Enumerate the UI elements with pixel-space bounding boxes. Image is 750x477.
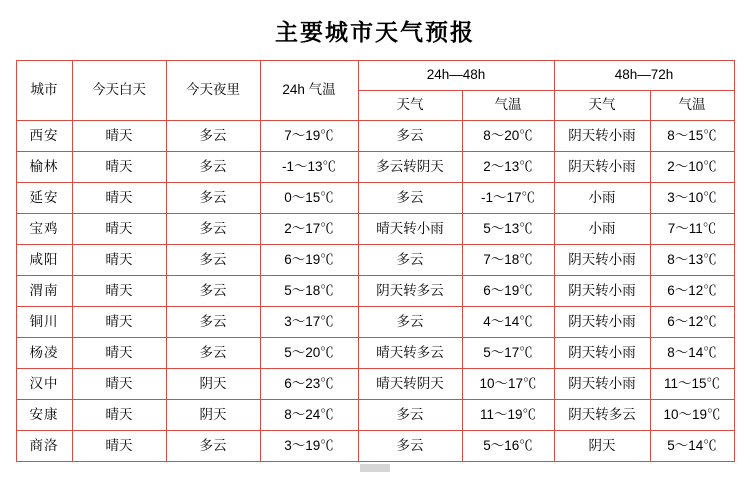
- cell-weather-72: 小雨: [554, 183, 650, 214]
- cell-weather-48: 多云转阴天: [358, 152, 462, 183]
- header-today-day: 今天白天: [72, 61, 166, 121]
- cell-temp-72: 8～15℃: [650, 121, 734, 152]
- cell-city: 铜川: [16, 307, 72, 338]
- cell-city: 汉中: [16, 369, 72, 400]
- cell-weather-48: 晴天转多云: [358, 338, 462, 369]
- cell-temp-24h: 6～23℃: [260, 369, 358, 400]
- cell-weather-48: 多云: [358, 183, 462, 214]
- cell-temp-48: 11～19℃: [462, 400, 554, 431]
- cell-today-day: 晴天: [72, 338, 166, 369]
- cell-city: 安康: [16, 400, 72, 431]
- cell-weather-72: 阴天转小雨: [554, 276, 650, 307]
- cell-temp-72: 7～11℃: [650, 214, 734, 245]
- header-today-night: 今天夜里: [166, 61, 260, 121]
- cell-weather-72: 阴天转小雨: [554, 121, 650, 152]
- cell-weather-48: 多云: [358, 245, 462, 276]
- cell-today-night: 多云: [166, 121, 260, 152]
- cell-today-day: 晴天: [72, 431, 166, 462]
- cell-temp-48: 7～18℃: [462, 245, 554, 276]
- cell-temp-72: 5～14℃: [650, 431, 734, 462]
- table-body: [16, 121, 734, 462]
- cell-weather-72: 阴天转多云: [554, 400, 650, 431]
- table-row: [16, 152, 734, 183]
- cell-temp-24h: 7～19℃: [260, 121, 358, 152]
- table-row: [16, 276, 734, 307]
- cell-weather-72: 阴天转小雨: [554, 245, 650, 276]
- table-row: [16, 214, 734, 245]
- cell-today-night: 多云: [166, 214, 260, 245]
- cell-weather-48: 晴天转小雨: [358, 214, 462, 245]
- cell-city: 咸阳: [16, 245, 72, 276]
- page-title: 主要城市天气预报: [275, 19, 475, 45]
- cell-temp-48: -1～17℃: [462, 183, 554, 214]
- cell-today-day: 晴天: [72, 183, 166, 214]
- cell-today-night: 阴天: [166, 400, 260, 431]
- cell-today-night: 多云: [166, 338, 260, 369]
- cell-weather-48: 晴天转阴天: [358, 369, 462, 400]
- cell-temp-48: 4～14℃: [462, 307, 554, 338]
- cell-weather-48: 多云: [358, 307, 462, 338]
- table-row: [16, 183, 734, 214]
- cell-temp-24h: 6～19℃: [260, 245, 358, 276]
- cell-temp-48: 6～19℃: [462, 276, 554, 307]
- cell-temp-72: 10～19℃: [650, 400, 734, 431]
- header-group-24-48: 24h—48h: [358, 61, 554, 91]
- table-row: [16, 245, 734, 276]
- cell-temp-72: 11～15℃: [650, 369, 734, 400]
- table-row: [16, 369, 734, 400]
- cell-today-day: 晴天: [72, 152, 166, 183]
- cell-today-day: 晴天: [72, 276, 166, 307]
- cell-city: 商洛: [16, 431, 72, 462]
- cell-weather-72: 阴天转小雨: [554, 307, 650, 338]
- cell-temp-24h: 3～19℃: [260, 431, 358, 462]
- table-header: [16, 61, 734, 121]
- header-row-top: [16, 61, 734, 91]
- cell-city: 延安: [16, 183, 72, 214]
- cell-today-day: 晴天: [72, 369, 166, 400]
- cell-weather-72: 阴天转小雨: [554, 369, 650, 400]
- cell-temp-72: 3～10℃: [650, 183, 734, 214]
- cell-weather-48: 多云: [358, 431, 462, 462]
- bottom-marker: [0, 459, 750, 469]
- table-row: [16, 431, 734, 462]
- cell-today-day: 晴天: [72, 214, 166, 245]
- cell-temp-24h: 5～18℃: [260, 276, 358, 307]
- cell-city: 宝鸡: [16, 214, 72, 245]
- cell-today-day: 晴天: [72, 245, 166, 276]
- header-temp-48: 气温: [462, 91, 554, 121]
- cell-today-night: 多云: [166, 245, 260, 276]
- table-row: [16, 338, 734, 369]
- cell-city: 渭南: [16, 276, 72, 307]
- header-city: 城市: [16, 61, 72, 121]
- cell-temp-48: 5～13℃: [462, 214, 554, 245]
- cell-weather-48: 多云: [358, 400, 462, 431]
- cell-weather-72: 阴天转小雨: [554, 152, 650, 183]
- cell-weather-48: 阴天转多云: [358, 276, 462, 307]
- cell-city: 西安: [16, 121, 72, 152]
- cell-temp-48: 8～20℃: [462, 121, 554, 152]
- cell-weather-48: 多云: [358, 121, 462, 152]
- weather-forecast-table: [16, 60, 735, 462]
- cell-today-night: 多云: [166, 152, 260, 183]
- table-row: [16, 121, 734, 152]
- cell-weather-72: 阴天: [554, 431, 650, 462]
- cell-temp-72: 8～14℃: [650, 338, 734, 369]
- cell-today-night: 多云: [166, 183, 260, 214]
- cell-today-night: 多云: [166, 431, 260, 462]
- header-weather-72: 天气: [554, 91, 650, 121]
- bottom-marker-bar: [360, 464, 390, 472]
- cell-city: 杨凌: [16, 338, 72, 369]
- cell-temp-24h: 2～17℃: [260, 214, 358, 245]
- cell-today-night: 多云: [166, 276, 260, 307]
- cell-temp-24h: 8～24℃: [260, 400, 358, 431]
- cell-temp-24h: 3～17℃: [260, 307, 358, 338]
- cell-temp-72: 6～12℃: [650, 307, 734, 338]
- cell-weather-72: 阴天转小雨: [554, 338, 650, 369]
- cell-temp-48: 10～17℃: [462, 369, 554, 400]
- cell-today-day: 晴天: [72, 307, 166, 338]
- header-temp-24h: 24h 气温: [260, 61, 358, 121]
- header-weather-48: 天气: [358, 91, 462, 121]
- cell-temp-72: 8～13℃: [650, 245, 734, 276]
- table-row: [16, 400, 734, 431]
- cell-today-night: 阴天: [166, 369, 260, 400]
- cell-today-night: 多云: [166, 307, 260, 338]
- cell-today-day: 晴天: [72, 121, 166, 152]
- cell-temp-72: 2～10℃: [650, 152, 734, 183]
- cell-temp-72: 6～12℃: [650, 276, 734, 307]
- cell-temp-24h: 0～15℃: [260, 183, 358, 214]
- header-temp-72: 气温: [650, 91, 734, 121]
- cell-temp-48: 2～13℃: [462, 152, 554, 183]
- cell-weather-72: 小雨: [554, 214, 650, 245]
- cell-temp-48: 5～17℃: [462, 338, 554, 369]
- cell-temp-24h: 5～20℃: [260, 338, 358, 369]
- cell-city: 榆林: [16, 152, 72, 183]
- cell-today-day: 晴天: [72, 400, 166, 431]
- cell-temp-24h: -1～13℃: [260, 152, 358, 183]
- header-group-48-72: 48h—72h: [554, 61, 734, 91]
- cell-temp-48: 5～16℃: [462, 431, 554, 462]
- table-row: [16, 307, 734, 338]
